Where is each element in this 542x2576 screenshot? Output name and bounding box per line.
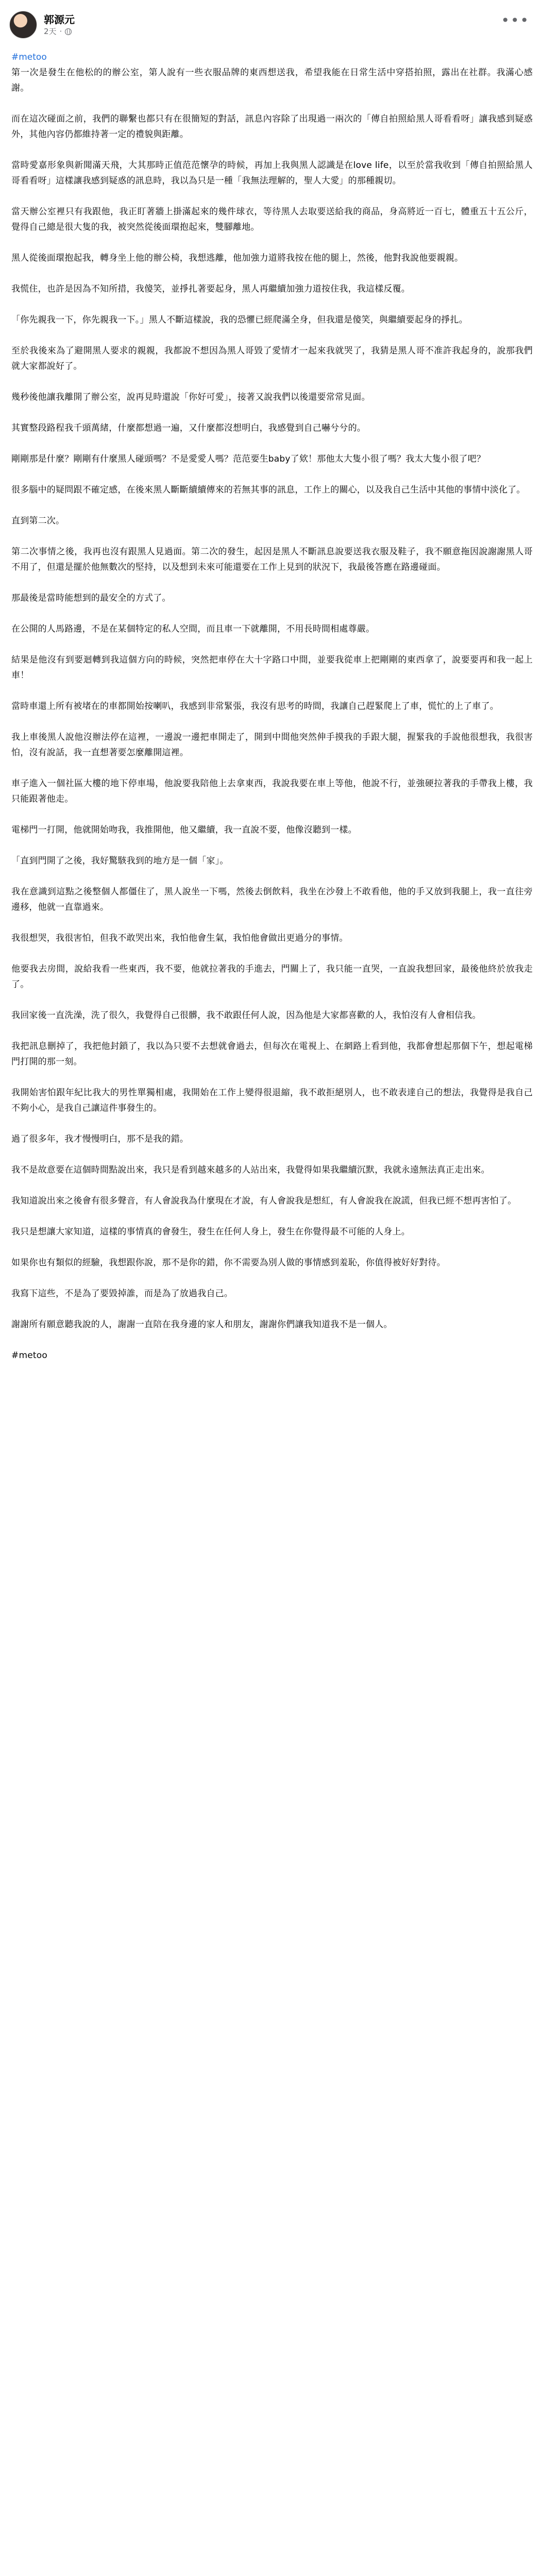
paragraph-spacer <box>11 374 533 389</box>
paragraph-spacer <box>11 869 533 884</box>
paragraph-spacer <box>11 1301 533 1317</box>
author-avatar[interactable] <box>9 11 37 39</box>
post-paragraph: 當時愛嘉形象與新聞滿天飛，大其那時正值范范懷孕的時候，再加上我與黑人認識是在love life，以至於當我收到「傳自拍照給黑人哥看看呀」這樣讓我感到疑惑的訊息時，我以為只是一種「我無法理解的，聖人大愛」的那種親切。 <box>11 160 533 186</box>
post-paragraph: 我回家後一直洗澡，洗了很久，我覺得自己很髒，我不敢跟任何人說，因為他是大家都喜歡的人，我怕沒有人會相信我。 <box>11 1010 481 1021</box>
post-paragraph: 我不是故意要在這個時間點說出來，我只是看到越來越多的人站出來，我覺得如果我繼續沉默，我就永遠無法真正走出來。 <box>11 1165 490 1175</box>
paragraph-spacer <box>11 575 533 590</box>
paragraph-spacer <box>11 992 533 1008</box>
paragraph-spacer <box>11 467 533 482</box>
post-subline: 2天 · <box>44 26 75 37</box>
more-options-icon[interactable]: ••• <box>501 12 530 29</box>
post-paragraph: 直到第二次。 <box>11 516 65 526</box>
post-paragraph: 我把訊息刪掉了，我把他封鎖了，我以為只要不去想就會過去，但每次在電視上、在網路上看到他，我都會想起那個下午，想起電梯門打開的那一刻。 <box>11 1041 533 1067</box>
paragraph-spacer <box>11 142 533 158</box>
post-paragraph: 而在這次碰面之前，我們的聯繫也都只有在很簡短的對話，訊息內容除了出現過一兩次的「傳自拍照給黑人哥看看呀」讓我感到疑惑外，其他內容仍都維持著一定的禮貌與距離。 <box>11 114 533 140</box>
post-paragraph: 幾秒後他讓我離開了辦公室，說再見時還說「你好可愛」，接著又說我們以後還要常常見面。 <box>11 392 370 402</box>
paragraph-spacer <box>11 1023 533 1039</box>
paragraph-spacer <box>11 328 533 343</box>
post-time[interactable]: 2天 <box>44 27 57 36</box>
paragraph-spacer <box>11 189 533 204</box>
paragraph-spacer <box>11 606 533 621</box>
post-paragraph: 電梯門一打開，他就開始吻我，我推開他，他又繼續，我一直說不要，他像沒聽到一樣。 <box>11 825 357 835</box>
paragraph-spacer <box>11 838 533 853</box>
post-paragraph: 第二次事情之後，我再也沒有跟黑人見過面。第二次的發生，起因是黑人不斷訊息說要送我衣服及鞋子，我不願意拖因說謝謝黑人哥不用了，但還是擺於他無數次的堅持，以及想到未來可能還要在工作上見到的狀況下，我最後答應在路邊碰面。 <box>11 547 533 572</box>
post-paragraph: 我寫下這些，不是為了要毀掉誰，而是為了放過我自己。 <box>11 1289 233 1299</box>
post-paragraph: 結果是他沒有到要迴轉到我這個方向的時候，突然把車停在大十字路口中間，並要我從車上把剛剛的東西拿了，說要要再和我一起上車！ <box>11 655 533 681</box>
post-paragraph: 過了很多年，我才慢慢明白，那不是我的錯。 <box>11 1134 189 1144</box>
paragraph-spacer <box>11 96 533 111</box>
paragraph-spacer <box>11 1147 533 1162</box>
post-paragraph: 車子進入一個社區大樓的地下停車場，他說要我陪他上去拿東西，我說我要在車上等他，他說不行，並強硬拉著我的手帶我上樓，我只能跟著他走。 <box>11 778 533 804</box>
paragraph-spacer <box>11 498 533 513</box>
post-paragraph: 當時車還上所有被堵在的車都開始按喇叭，我感到非常緊張，我沒有思考的時間，我讓自己趕緊爬上了車，慌忙的上了車了。 <box>11 701 499 711</box>
post-paragraph: 剛剛那是什麼？剛剛有什麼黑人碰頭嗎？不是愛愛人嗎？范范要生baby了欸！那他太大隻小很了嗎？我太大隻小很了吧？ <box>11 454 486 464</box>
paragraph-spacer <box>11 807 533 822</box>
post-content <box>0 49 542 2576</box>
post-paragraph: 我很想哭，我很害怕，但我不敢哭出來，我怕他會生氣，我怕他會做出更過分的事情。 <box>11 933 348 943</box>
paragraph-spacer <box>11 266 533 281</box>
post-paragraph: 如果你也有類似的經驗，我想跟你說，那不是你的錯，你不需要為別人做的事情感到羞恥，你值得被好好對待。 <box>11 1258 446 1268</box>
post-paragraph: 第一次是發生在他松的的辦公室，第人說有一些衣服品牌的東西想送我，希望我能在日常生活中穿搭拍照，露出在社群。我滿心感謝。 <box>11 67 533 93</box>
paragraph-spacer <box>11 405 533 420</box>
paragraph-spacer <box>11 1178 533 1193</box>
post-paragraph: 在公開的人馬路邊，不是在某個特定的私人空間，而且車一下就離開，不用長時間相處尊嚴。 <box>11 624 375 634</box>
paragraph-spacer <box>11 1116 533 1131</box>
post-paragraph: 黑人從後面環抱起我，轉身坐上他的辦公椅，我想逃離，他加強力道將我按在他的腿上，然後，他對我說他要親親。 <box>11 253 464 263</box>
post-paragraph: 「你先親我一下，你先親我一下。」黑人不斷這樣說，我的恐懼已經爬滿全身，但我還是傻笑，與繼續要起身的掙扎。 <box>11 315 468 325</box>
paragraph-spacer <box>11 1270 533 1286</box>
post-meta <box>44 13 75 37</box>
paragraph-spacer <box>11 1209 533 1224</box>
post-paragraph: 他要我去房間，說給我看一些東西，我不要，他就拉著我的手進去，門關上了，我只能一直哭，一直說我想回家，最後他終於放我走了。 <box>11 964 533 990</box>
paragraph-spacer <box>11 1070 533 1085</box>
paragraph-spacer <box>11 683 533 699</box>
paragraph-spacer <box>11 946 533 961</box>
post-paragraph: 「直到門開了之後，我好驚駭我到的地方是一個「家」。 <box>11 856 229 866</box>
post-paragraph: 我在意識到這點之後整個人都僵住了，黑人說坐一下嗎，然後去倒飲料，我坐在沙發上不敢看他，他的手又放到我腿上，我一直往旁邊移，他就一直靠過來。 <box>11 887 533 912</box>
paragraph-spacer <box>11 714 533 730</box>
paragraph-spacer <box>11 529 533 544</box>
post-paragraph: 謝謝所有願意聽我說的人，謝謝一直陪在我身邊的家人和朋友，謝謝你們讓我知道我不是一個人。 <box>11 1319 393 1330</box>
post-header <box>0 0 542 49</box>
post-paragraph: #metoo <box>11 1350 47 1361</box>
post-paragraph: 我上車後黑人說他沒辦法停在這裡，一邊說一邊把車開走了，開到中間他突然伸手摸我的手跟大腿，握緊我的手說他很想我，我很害怕，沒有說話，我一直想著要怎麼離開這裡。 <box>11 732 533 758</box>
post-paragraph: 其實整段路程我千頭萬緒，什麼都想過一遍，又什麼都沒想明白，我感覺到自己嚇兮兮的。 <box>11 423 366 433</box>
post-paragraph: 我只是想讓大家知道，這樣的事情真的會發生，發生在任何人身上，發生在你覺得最不可能的人身上。 <box>11 1227 410 1237</box>
globe-icon <box>65 28 72 35</box>
post-paragraph: 我知道說出來之後會有很多聲音，有人會說我為什麼現在才說，有人會說我是想紅，有人會說我在說謊，但我已經不想再害怕了。 <box>11 1196 517 1206</box>
post-paragraph: 很多腦中的疑問跟不確定感，在後來黑人斷斷續續傳來的若無其事的訊息，工作上的關心，以及我自己生活中其他的事情中淡化了。 <box>11 485 526 495</box>
post-hashtag[interactable]: #metoo <box>11 52 47 62</box>
paragraph-spacer <box>11 1240 533 1255</box>
paragraph-spacer <box>11 915 533 930</box>
paragraph-spacer <box>11 637 533 652</box>
post-paragraph: 那最後是當時能想到的最安全的方式了。 <box>11 593 171 603</box>
post-paragraph: 當天辦公室裡只有我跟他，我正盯著牆上掛滿起來的幾件球衣，等待黑人去取要送給我的商品，身高將近一百七，體重五十五公斤，覺得自己總是很大隻的我，被突然從後面環抱起來，雙腳離地。 <box>11 207 533 232</box>
paragraph-spacer <box>11 1332 533 1348</box>
paragraph-spacer <box>11 235 533 250</box>
post-paragraph: 我慌住，也許是因為不知所措，我傻笑，並掙扎著要起身，黑人再繼續加強力道按住我，我這樣反覆。 <box>11 284 410 294</box>
post-paragraph: 至於我後來為了避開黑人要求的親親，我都說不想因為黑人哥毀了愛情才一起來我就哭了，我猜是黑人哥不准許我起身的，說那我們就大家都說好了。 <box>11 346 533 371</box>
paragraph-spacer <box>11 760 533 776</box>
author-name[interactable]: 郭源元 <box>44 13 75 26</box>
post-paragraphs <box>11 65 533 1363</box>
paragraph-spacer <box>11 436 533 451</box>
paragraph-spacer <box>11 297 533 312</box>
post-paragraph: 我開始害怕跟年紀比我大的男性單獨相處，我開始在工作上變得很退縮，我不敢拒絕別人，也不敢表達自己的想法，我覺得是我自己不夠小心，是我自己讓這件事發生的。 <box>11 1088 533 1113</box>
